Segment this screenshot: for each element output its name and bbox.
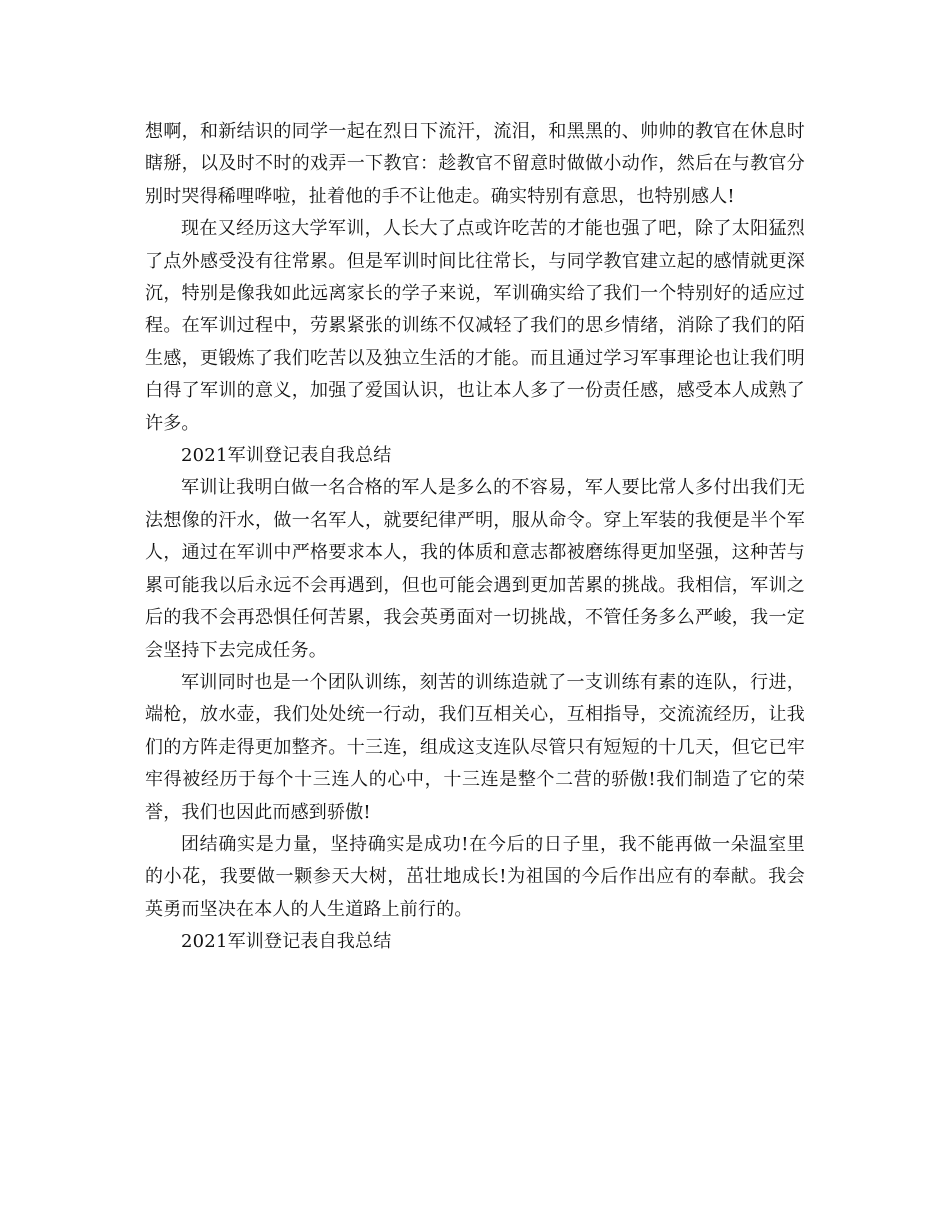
paragraph-2: 现在又经历这大学军训，人长大了点或许吃苦的才能也强了吧，除了太阳猛烈了点外感受没有往常累。但是军训时间比往常长，与同学教官建立起的感情就更深沉，特别是像我如此远离家长的学子来说，军训确实给了我们一个特别好的适应过程。在军训过程中，劳累紧张的训练不仅减轻了我们的思乡情绪，消除了我们的陌生感，更锻炼了我们吃苦以及独立生活的才能。而且通过学习军事理论也让我们明白得了军训的意义，加强了爱国认识，也让本人多了一份责任感，感受本人成熟了许多。 (145, 218, 805, 434)
paragraph-1: 想啊，和新结识的同学一起在烈日下流汗，流泪，和黑黑的、帅帅的教官在休息时瞎掰，以及时不时的戏弄一下教官：趁教官不留意时做做小动作，然后在与教官分别时哭得稀哩哗啦，扯着他的手不让他走。确实特别有意思，也特别感人! (145, 121, 805, 207)
document-body (145, 116, 805, 959)
paragraph-5: 团结确实是力量，坚持确实是成功!在今后的日子里，我不能再做一朵温室里的小花，我要做一颗参天大树，茁壮地成长!为祖国的今后作出应有的奉献。我会英勇而坚决在本人的人生道路上前行的。 (145, 833, 805, 920)
section-heading-2: 2021军训登记表自我总结 (181, 931, 392, 953)
paragraph-3: 军训让我明白做一名合格的军人是多么的不容易，军人要比常人多付出我们无法想像的汗水，做一名军人，就要纪律严明，服从命令。穿上军装的我便是半个军人，通过在军训中严格要求本人，我的体质和意志都被磨练得更加坚强，这种苦与累可能我以后永远不会再遇到，但也可能会遇到更加苦累的挑战。我相信，军训之后的我不会再恐惧任何苦累，我会英勇面对一切挑战，不管任务多么严峻，我一定会坚持下去完成任务。 (145, 477, 805, 661)
paragraph-4: 军训同时也是一个团队训练，刻苦的训练造就了一支训练有素的连队，行进，端枪，放水壶，我们处处统一行动，我们互相关心，互相指导，交流流经历，让我们的方阵走得更加整齐。十三连，组成这支连队尽管只有短短的十几天，但它已牢牢得被经历于每个十三连人的心中，十三连是整个二营的骄傲!我们制造了它的荣誉，我们也因此而感到骄傲! (145, 671, 805, 823)
section-heading-1: 2021军训登记表自我总结 (181, 445, 392, 467)
